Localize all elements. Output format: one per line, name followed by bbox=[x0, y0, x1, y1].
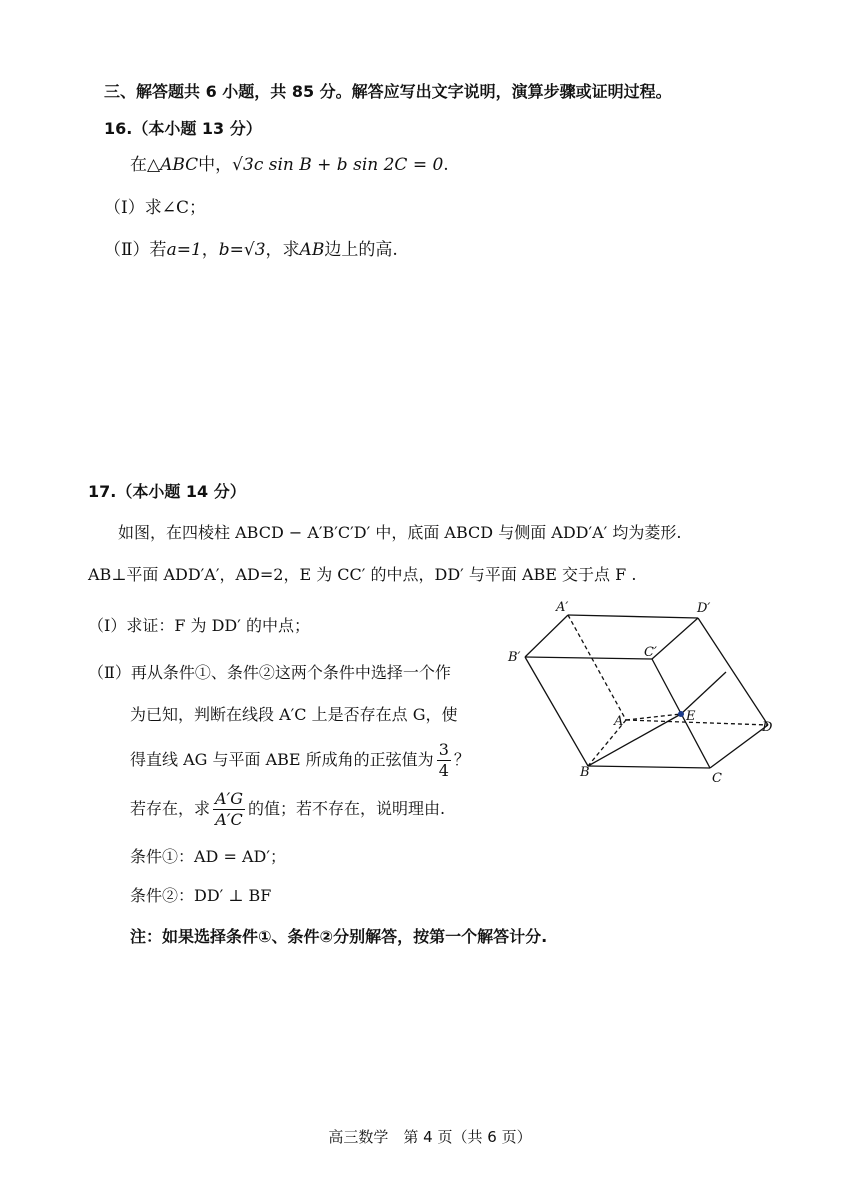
label-d: D bbox=[762, 720, 773, 735]
q17-part2-b: 为已知，判断在线段 A′C 上是否存在点 G，使 bbox=[130, 705, 458, 724]
q17-part2-d-prefix: 若存在，求 bbox=[130, 799, 211, 818]
q16-part2-comma: ， bbox=[201, 240, 219, 260]
q17-line1: 如图，在四棱柱 ABCD − A′B′C′D′ 中，底面 ABCD 与侧面 ADD′A′ 均为菱形. bbox=[118, 523, 682, 542]
edge-c-d bbox=[710, 725, 768, 768]
q16-part2-b: b=√3 bbox=[218, 240, 266, 260]
frac1-num: 3 bbox=[438, 740, 449, 759]
q17-line2: AB⊥平面 ADD′A′，AD=2，E 为 CC′ 的中点，DD′ 与平面 ABE 交于点 F . bbox=[88, 565, 637, 584]
edge-a1-d1 bbox=[568, 615, 698, 618]
q16-title: 16.（本小题 13 分） bbox=[104, 119, 262, 138]
q16-part1: （Ⅰ）求∠C； bbox=[104, 198, 206, 218]
point-e bbox=[678, 711, 684, 717]
label-c1: C′ bbox=[644, 645, 657, 660]
q17-note: 注：如果选择条件①、条件②分别解答，按第一个解答计分. bbox=[130, 927, 548, 946]
segment-b-e bbox=[588, 714, 681, 766]
edge-d1-c1 bbox=[652, 618, 698, 659]
label-e: E bbox=[686, 709, 696, 724]
label-c: C bbox=[712, 771, 722, 786]
label-a1: A′ bbox=[556, 600, 569, 615]
segment-e-f bbox=[681, 672, 726, 714]
edge-b-c bbox=[588, 766, 710, 768]
edge-b1-c1 bbox=[525, 657, 652, 659]
edge-a1-b1 bbox=[525, 615, 568, 657]
page-footer: 高三数学 第 4 页（共 6 页） bbox=[328, 1128, 532, 1146]
edge-a-d-hidden bbox=[626, 720, 768, 725]
frac2-den: A′C bbox=[215, 810, 243, 829]
label-b: B bbox=[580, 765, 590, 780]
q16-part2-prefix: （Ⅱ）若 bbox=[104, 240, 167, 260]
q16-stem-end: . bbox=[443, 155, 449, 175]
frac2-num: A′G bbox=[215, 789, 243, 808]
edge-a1-a-hidden bbox=[568, 615, 626, 720]
q17-part2-c-end: ？ bbox=[453, 750, 470, 769]
edge-b1-b bbox=[525, 657, 588, 766]
q17-title: 17.（本小题 14 分） bbox=[88, 482, 246, 501]
label-a: A bbox=[614, 714, 624, 729]
q17-part2-c-text: 得直线 AG 与平面 ABE 所成角的正弦值为 bbox=[130, 750, 434, 769]
q17-cond2: 条件②：DD′ ⊥ BF bbox=[130, 886, 272, 905]
q17-part1: （Ⅰ）求证：F 为 DD′ 的中点； bbox=[88, 616, 310, 635]
q16-part2-mid: ，求 bbox=[265, 240, 300, 260]
q16-part2-a: a=1 bbox=[166, 240, 202, 260]
edge-d1-d bbox=[698, 618, 768, 725]
frac1-den: 4 bbox=[438, 761, 449, 780]
q17-part2-a: （Ⅱ）再从条件①、条件②这两个条件中选择一个作 bbox=[88, 663, 451, 682]
section-header: 三、解答题共 6 小题，共 85 分。解答应写出文字说明，演算步骤或证明过程。 bbox=[104, 82, 672, 101]
label-b1: B′ bbox=[508, 650, 521, 665]
label-d1: D′ bbox=[697, 601, 711, 616]
q17-part2-d-end: 的值；若不存在，说明理由. bbox=[247, 799, 446, 818]
q16-formula: √3c sin B + b sin 2C = 0 bbox=[232, 155, 444, 175]
q16-part2-end: 边上的高. bbox=[324, 240, 398, 260]
q17-cond1: 条件①：AD = AD′； bbox=[130, 847, 286, 866]
q16-triangle: ABC bbox=[160, 155, 199, 175]
q16-stem-prefix: 在△ bbox=[130, 155, 161, 175]
q16-part2-ab: AB bbox=[299, 240, 325, 260]
q16-stem-mid: 中， bbox=[198, 155, 233, 175]
